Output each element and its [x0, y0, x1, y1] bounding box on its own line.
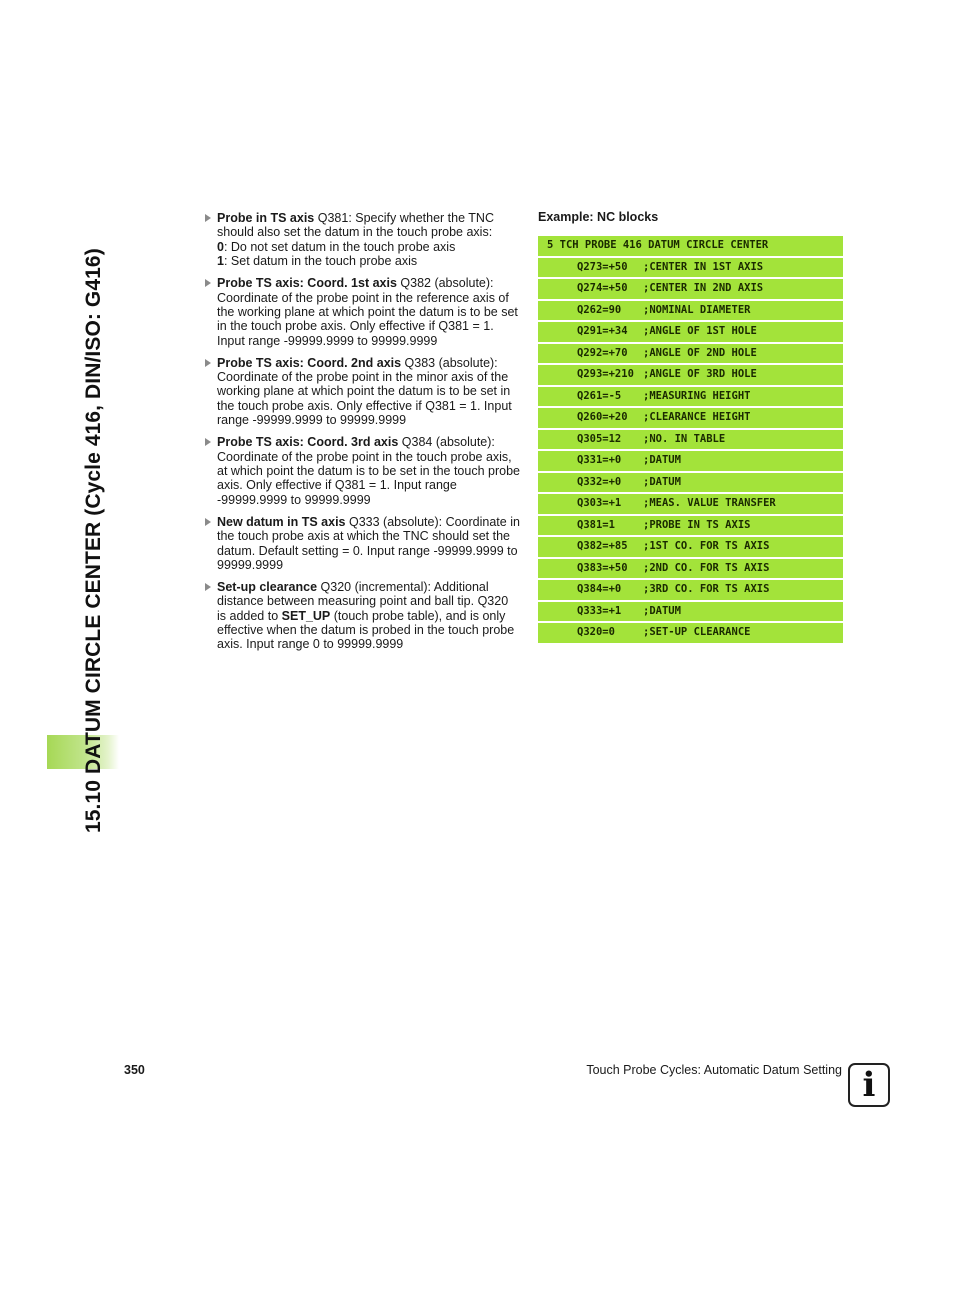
param-setup-clearance	[204, 580, 520, 652]
nc-comment: ;NO. IN TABLE	[643, 432, 726, 445]
nc-q-parameter: Q381=1	[577, 518, 615, 531]
bullet-arrow-icon	[205, 518, 211, 526]
param-coord-2nd-axis	[204, 356, 520, 428]
nc-block-row	[538, 451, 843, 471]
nc-q-parameter: Q305=12	[577, 432, 622, 445]
parameter-list	[204, 211, 520, 659]
nc-block-row	[538, 322, 843, 342]
bullet-arrow-icon	[205, 279, 211, 287]
nc-comment: ;DATUM	[643, 475, 681, 488]
nc-q-parameter: Q332=+0	[577, 475, 622, 488]
nc-block-row	[538, 473, 843, 493]
param-description: Q320 (incremental): Additional distance between measuring point and ball tip. Q320 is added to	[217, 579, 509, 623]
nc-block-row	[538, 430, 843, 450]
nc-q-parameter: Q291=+34	[577, 325, 628, 337]
param-new-datum	[204, 515, 520, 573]
nc-block-row	[538, 516, 843, 536]
param-name: Set-up clearance	[217, 579, 318, 594]
example-title: Example: NC blocks	[538, 210, 659, 224]
param-description: Q333 (absolute): Coordinate in the touch probe axis at which the TNC should set the datum. Default setting = 0. Input range -99999.9999 to 99999.9999	[217, 514, 520, 572]
nc-q-parameter: Q260=+20	[577, 411, 628, 423]
nc-comment: ;ANGLE OF 1ST HOLE	[643, 325, 757, 337]
nc-comment: ;3RD CO. FOR TS AXIS	[643, 583, 770, 595]
option-text: : Do not set datum in the touch probe axis	[223, 239, 456, 254]
nc-block-row	[538, 494, 843, 514]
nc-block-row	[538, 301, 843, 321]
bullet-arrow-icon	[205, 438, 211, 446]
nc-q-parameter: Q320=0	[577, 626, 615, 638]
nc-q-parameter: Q293=+210	[577, 368, 634, 380]
page-number: 350	[124, 1063, 145, 1077]
nc-q-parameter: Q382=+85	[577, 540, 628, 552]
nc-comment: ;ANGLE OF 3RD HOLE	[643, 368, 757, 380]
option-value: 1	[217, 254, 224, 269]
nc-q-parameter: Q384=+0	[577, 583, 622, 595]
section-title: 15.10 DATUM CIRCLE CENTER (Cycle 416, DIN/ISO: G416)	[82, 248, 105, 833]
nc-q-parameter: Q262=90	[577, 303, 622, 316]
nc-comment: ;CLEARANCE HEIGHT	[643, 411, 751, 423]
nc-comment: ;MEAS. VALUE TRANSFER	[643, 497, 776, 509]
nc-block-row	[538, 559, 843, 579]
nc-comment: ;DATUM	[643, 454, 681, 466]
nc-q-parameter: Q303=+1	[577, 497, 622, 509]
bullet-arrow-icon	[205, 214, 211, 222]
nc-q-parameter: Q292=+70	[577, 346, 628, 359]
nc-comment: ;2ND CO. FOR TS AXIS	[643, 561, 770, 574]
nc-comment: ;CENTER IN 1ST AXIS	[643, 260, 764, 273]
nc-q-parameter: Q383=+50	[577, 561, 628, 574]
param-name: Probe TS axis: Coord. 1st axis	[217, 276, 397, 291]
param-description: Q383 (absolute): Coordinate of the probe point in the minor axis of the working plane at which point the datum is to be set in the touch probe axis. Only effective if Q381 = 1. Input range -99999.9999 to 99999.9999	[217, 355, 512, 428]
param-description: Q382 (absolute): Coordinate of the probe point in the reference axis of the working plane at which point the datum is to be set in the touch probe axis. Only effective if Q381 = 1. Input range -99999.9999 to 99999.9999	[217, 276, 518, 348]
info-icon	[848, 1063, 890, 1107]
param-coord-3rd-axis	[204, 435, 520, 507]
param-name: Probe in TS axis	[217, 211, 315, 225]
bullet-arrow-icon	[205, 583, 211, 591]
nc-comment: ;NOMINAL DIAMETER	[643, 303, 751, 316]
info-glyph: i	[862, 1065, 876, 1105]
nc-block-row	[538, 258, 843, 278]
param-probe-in-ts-axis	[204, 211, 520, 269]
nc-q-parameter: Q274=+50	[577, 282, 628, 294]
footer-chapter-title: Touch Probe Cycles: Automatic Datum Setting	[586, 1063, 842, 1077]
nc-block-row	[538, 365, 843, 385]
nc-comment: ;PROBE IN TS AXIS	[643, 518, 751, 531]
param-description: Q384 (absolute): Coordinate of the probe point in the touch probe axis, at which point the datum is to be set in the touch probe axis. Only effective if Q381 = 1. Input range -99999.9999 to 99999.9999	[217, 435, 520, 507]
nc-comment: ;CENTER IN 2ND AXIS	[643, 282, 764, 294]
param-name: Probe TS axis: Coord. 2nd axis	[217, 355, 402, 370]
nc-block-row	[538, 408, 843, 428]
param-description: Q381: Specify whether the TNC should also set the datum in the touch probe axis:	[217, 211, 494, 240]
nc-block-list	[538, 236, 843, 645]
nc-block-row	[538, 387, 843, 407]
nc-block-row	[538, 623, 843, 643]
nc-q-parameter: Q273=+50	[577, 260, 628, 273]
nc-q-parameter: Q261=-5	[577, 389, 622, 402]
param-name: New datum in TS axis	[217, 514, 346, 529]
param-coord-1st-axis	[204, 276, 520, 348]
param-description: (touch probe table), and is only effective when the datum is probed in the touch probe axis. Input range 0 to 99999.9999	[217, 608, 515, 652]
nc-comment: ;1ST CO. FOR TS AXIS	[643, 540, 770, 552]
nc-block-row	[538, 537, 843, 557]
nc-block-row	[538, 580, 843, 600]
option-text: : Set datum in the touch probe axis	[223, 254, 418, 269]
nc-comment: ;DATUM	[643, 604, 681, 617]
bullet-arrow-icon	[205, 359, 211, 367]
nc-q-parameter: Q331=+0	[577, 454, 622, 466]
nc-block-row	[538, 279, 843, 299]
nc-comment: ;MEASURING HEIGHT	[643, 389, 751, 402]
param-name: Probe TS axis: Coord. 3rd axis	[217, 435, 399, 450]
nc-q-parameter: Q333=+1	[577, 604, 622, 617]
nc-block-header: 5 TCH PROBE 416 DATUM CIRCLE CENTER	[538, 236, 843, 256]
nc-block-row	[538, 344, 843, 364]
option-value: 0	[217, 239, 224, 254]
param-keyword: SET_UP	[281, 608, 331, 623]
nc-comment: ;SET-UP CLEARANCE	[643, 626, 751, 638]
nc-comment: ;ANGLE OF 2ND HOLE	[643, 346, 757, 359]
nc-block-row	[538, 602, 843, 622]
